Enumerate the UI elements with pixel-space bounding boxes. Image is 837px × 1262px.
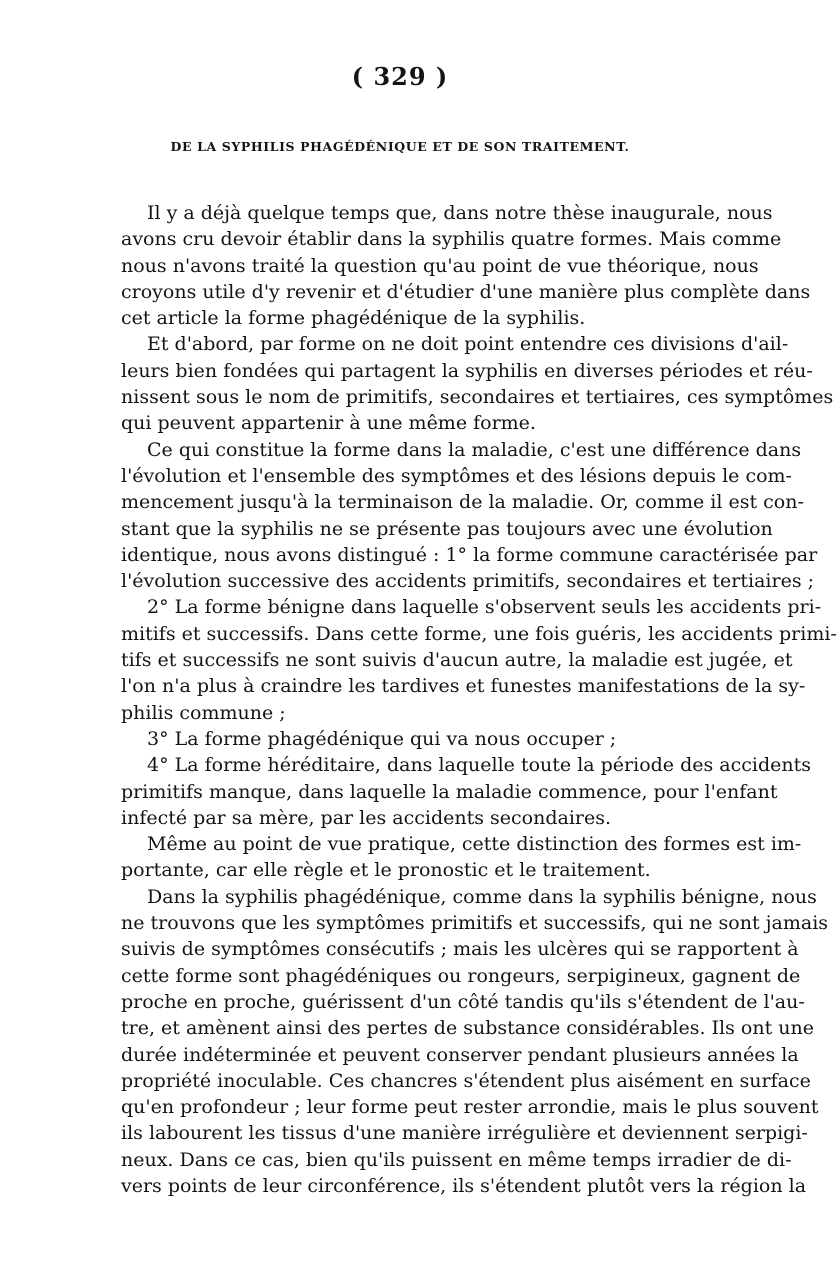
- text-line: durée indéterminée et peuvent conserver pendant plusieurs années la: [121, 1043, 799, 1066]
- text-line: tre, et amènent ainsi des pertes de substance considérables. Ils ont une: [121, 1017, 814, 1040]
- text-line: 4° La forme héréditaire, dans laquelle toute la période des accidents: [147, 754, 811, 777]
- text-line: l'on n'a plus à craindre les tardives et funestes manifestations de la sy-: [121, 675, 806, 698]
- page-number: ( 329 ): [351, 62, 449, 91]
- text-line: qu'en profondeur ; leur forme peut rester arrondie, mais le plus souvent: [121, 1096, 819, 1119]
- text-line: l'évolution et l'ensemble des symptômes et des lésions depuis le com-: [121, 464, 792, 487]
- text-line: Dans la syphilis phagédénique, comme dans la syphilis bénigne, nous: [147, 885, 817, 908]
- text-line: 2° La forme bénigne dans laquelle s'observent seuls les accidents pri-: [147, 596, 822, 619]
- text-line: Et d'abord, par forme on ne doit point entendre ces divisions d'ail-: [147, 333, 789, 356]
- text-line: Ce qui constitue la forme dans la maladie, c'est une différence dans: [147, 438, 802, 461]
- text-line: avons cru devoir établir dans la syphilis quatre formes. Mais comme: [121, 228, 782, 251]
- text-line: nous n'avons traité la question qu'au point de vue théorique, nous: [121, 254, 759, 277]
- text-line: qui peuvent appartenir à une même forme.: [121, 412, 536, 435]
- text-line: neux. Dans ce cas, bien qu'ils puissent en même temps irradier de di-: [121, 1148, 792, 1171]
- text-line: ne trouvons que les symptômes primitifs et successifs, qui ne sont jamais: [121, 912, 829, 935]
- text-line: stant que la syphilis ne se présente pas toujours avec une évolution: [121, 517, 773, 540]
- text-line: propriété inoculable. Ces chancres s'étendent plus aisément en surface: [121, 1069, 811, 1092]
- text-line: primitifs manque, dans laquelle la maladie commence, pour l'enfant: [121, 780, 778, 803]
- text-line: vers points de leur circonférence, ils s'étendent plutôt vers la région la: [121, 1174, 807, 1197]
- text-line: identique, nous avons distingué : 1° la forme commune caractérisée par: [121, 543, 818, 566]
- text-line: ils labourent les tissus d'une manière irrégulière et deviennent serpigi-: [121, 1122, 808, 1145]
- text-line: Même au point de vue pratique, cette distinction des formes est im-: [147, 833, 802, 856]
- text-line: nissent sous le nom de primitifs, secondaires et tertiaires, ces symptômes: [121, 386, 834, 409]
- text-line: suivis de symptômes consécutifs ; mais les ulcères qui se rapportent à: [121, 938, 799, 961]
- text-line: tifs et successifs ne sont suivis d'aucun autre, la maladie est jugée, et: [121, 649, 793, 672]
- body-text: [121, 200, 837, 1199]
- text-line: leurs bien fondées qui partagent la syphilis en diverses périodes et réu-: [121, 359, 813, 382]
- text-line: croyons utile d'y revenir et d'étudier d'une manière plus complète dans: [121, 280, 811, 303]
- text-line: 3° La forme phagédénique qui va nous occuper ;: [147, 727, 617, 750]
- text-line: cette forme sont phagédéniques ou rongeurs, serpigineux, gagnent de: [121, 964, 801, 987]
- text-line: proche en proche, guérissent d'un côté tandis qu'ils s'étendent de l'au-: [121, 990, 805, 1013]
- text-line: l'évolution successive des accidents primitifs, secondaires et tertiaires ;: [121, 570, 815, 593]
- text-line: philis commune ;: [121, 701, 286, 724]
- text-line: portante, car elle règle et le pronostic et le traitement.: [121, 859, 651, 882]
- text-line: infecté par sa mère, par les accidents secondaires.: [121, 806, 612, 829]
- text-line: Il y a déjà quelque temps que, dans notre thèse inaugurale, nous: [147, 202, 773, 224]
- text-line: mencement jusqu'à la terminaison de la maladie. Or, comme il est con-: [121, 491, 804, 514]
- text-line: cet article la forme phagédénique de la syphilis.: [121, 307, 586, 330]
- text-line: mitifs et successifs. Dans cette forme, une fois guéris, les accidents primi-: [121, 622, 837, 645]
- article-title: DE LA SYPHILIS PHAGÉDÉNIQUE ET DE SON TRAITEMENT.: [170, 139, 630, 154]
